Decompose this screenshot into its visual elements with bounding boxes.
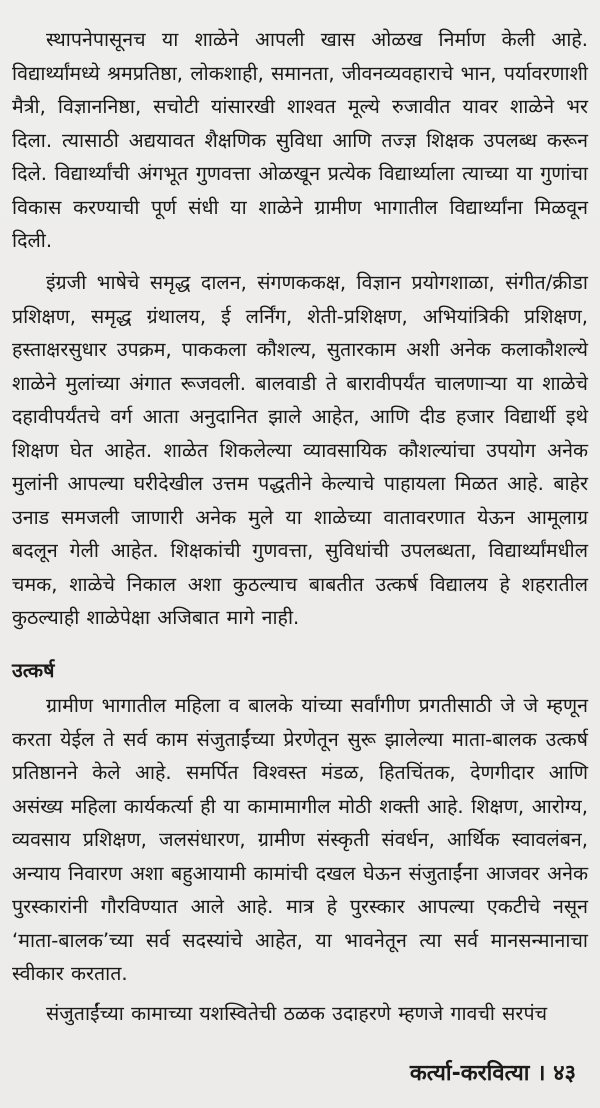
paragraph-school-facilities: इंग्रजी भाषेचे समृद्ध दालन, संगणककक्ष, विज्ञान प्रयोगशाळा, संगीत/क्रीडा प्रशिक्षण, समृद्ध ग्रंथालय, ई लर्निंग, शेती-प्रशिक्षण, अभियांत्रिकी प्रशिक्षण, हस्ताक्षरसुधार उपक्रम, पाककला कौशल्य, सुतारकाम अशी अनेक कलाकौशल्ये शाळेने मुलांच्या अंगात रूजवली. बालवाडी ते बारावीपर्यंत चालणाऱ्या या शाळेचे दहावीपर्यंतचे वर्ग आता अनुदानित झाले आहेत, आणि दीड हजार विद्यार्थी इथे शिक्षण घेत आहेत. शाळेत शिकलेल्या व्यावसायिक कौशल्यांचा उपयोग अनेक मुलांनी आपल्या घरीदेखील उत्तम पद्धतीने केल्याचे पाहायला मिळत आहे. बाहेर उनाड समजली जाणारी अनेक मुले या शाळेच्या वातावरणात येऊन आमूलाग्र बदलून गेली आहेत. शिक्षकांची गुणवत्ता, सुविधांची उपलब्धता, विद्यार्थ्यांमधील चमक, शाळेचे निकाल अशा कुठल्याच बाबतीत उत्कर्ष विद्यालय हे शहरातील कुठल्याही शाळेपेक्षा अजिबात मागे नाही. [12,271,588,629]
footer-separator: । [537,1061,546,1086]
paragraph-continued: संजुताईंच्या कामाच्या यशस्वितेची ठळक उदाहरणे म्हणजे गावची सरपंच [46,1002,548,1025]
page-footer [410,1057,576,1091]
running-title: कर्त्या-करवित्या [409,1061,530,1086]
paragraph-school-identity: स्थापनेपासूनच या शाळेने आपली खास ओळख निर्माण केली आहे. विद्यार्थ्यांमध्ये श्रमप्रतिष्ठा, लोकशाही, समानता, जीवनव्यवहाराचे भान, पर्यावरणाशी मैत्री, विज्ञाननिष्ठा, सचोटी यांसारखी शाश्वत मूल्ये रुजावीत यावर शाळेने भर दिला. त्यासाठी अद्ययावत शैक्षणिक सुविधा आणि तज्ज्ञ शिक्षक उपलब्ध करून दिले. विद्यार्थ्यांची अंगभूत गुणवत्ता ओळखून प्रत्येक विद्यार्थ्याला त्याच्या या गुणांचा विकास करण्याची पूर्ण संधी या शाळेने ग्रामीण भागातील विद्यार्थ्यांना मिळवून दिली. [12,28,588,252]
paragraph-utkarsh-work: ग्रामीण भागातील महिला व बालके यांच्या सर्वांगीण प्रगतीसाठी जे जे म्हणून करता येईल ते सर्व काम संजुताईंच्या प्रेरणेतून सुरू झालेल्या माता-बालक उत्कर्ष प्रतिष्ठानने केले आहे. समर्पित विश्वस्त मंडळ, हितचिंतक, देणगीदार आणि असंख्य महिला कार्यकर्त्या ही या कामामागील मोठी शक्ती आहे. शिक्षण, आरोग्य, व्यवसाय प्रशिक्षण, जलसंधारण, ग्रामीण संस्कृती संवर्धन, आर्थिक स्वावलंबन, अन्याय निवारण अशा बहुआयामी कामांची दखल घेऊन संजुताईंना आजवर अनेक पुरस्कारांनी गौरविण्यात आले आहे. मात्र हे पुरस्कार आपल्या एकटीचे नसून ‘माता-बालक’च्या सर्व सदस्यांचे आहेत, या भावनेतून त्या सर्व मानसन्मानाचा स्वीकार करतात. [12,694,588,985]
section-heading: उत्कर्ष [12,659,55,682]
page-number: ४३ [553,1061,576,1086]
